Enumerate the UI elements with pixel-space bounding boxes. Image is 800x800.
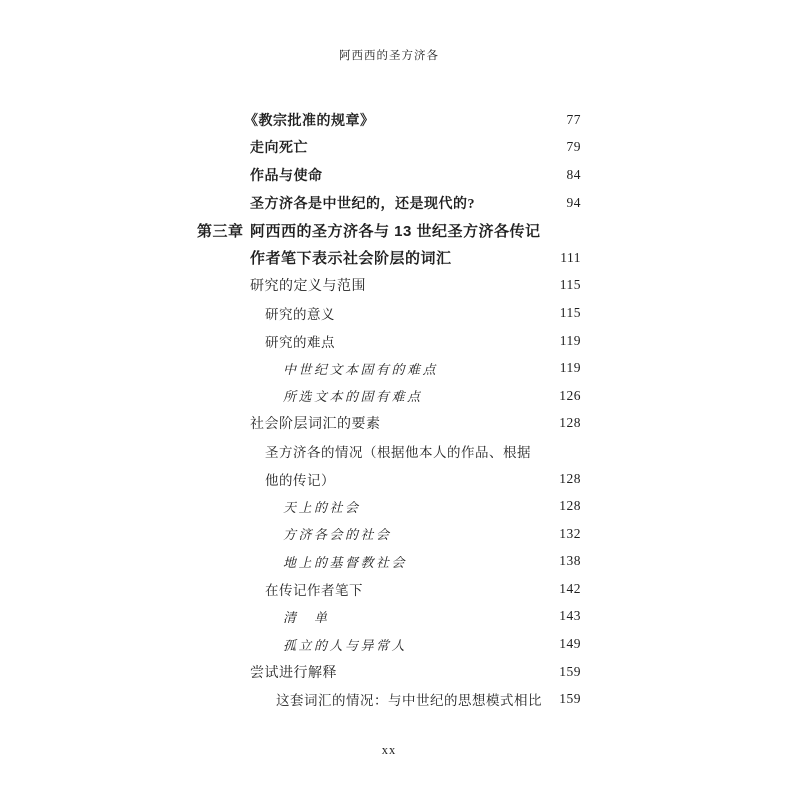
toc-page-number: 142 [559, 580, 581, 596]
toc-page-number: 115 [559, 277, 581, 293]
toc-entry-title: 研究的定义与范围 [250, 279, 366, 295]
toc-entry-row [197, 492, 581, 520]
toc-chapter-row [197, 216, 581, 244]
toc-entry-title: 天上的社会 [283, 499, 361, 515]
toc-page-number: 126 [559, 387, 581, 403]
toc-page-number: 128 [559, 470, 581, 486]
toc-entry-row [197, 658, 581, 686]
toc-entry-title: 所选文本的固有难点 [283, 389, 423, 405]
toc-entry-row [197, 272, 581, 300]
toc-page-number: 132 [559, 525, 581, 541]
toc-entry-title: 他的传记） [265, 472, 335, 488]
toc-page-number: 128 [559, 498, 581, 514]
toc-page-number: 119 [559, 332, 581, 348]
toc-entry-title: 走向死亡 [250, 141, 308, 157]
toc-entry-title: 清 单 [283, 609, 330, 625]
toc-entry-row [197, 437, 581, 465]
toc-entry-row [197, 685, 581, 713]
page-number-footer: xx [381, 743, 397, 757]
toc-list [197, 106, 581, 713]
toc-entry-title: 中世纪文本固有的难点 [283, 361, 439, 377]
toc-page-number: 138 [559, 553, 581, 569]
toc-page-number: 149 [559, 636, 581, 652]
toc-entry-title: 研究的难点 [265, 334, 335, 350]
toc-entry-row [197, 575, 581, 603]
toc-entry-row [197, 299, 581, 327]
toc-page-number: 128 [559, 415, 581, 431]
toc-page-number: 111 [560, 249, 581, 265]
toc-entry-row [197, 548, 581, 576]
toc-entry-title: 研究的意义 [265, 306, 335, 322]
toc-page-number: 119 [559, 360, 581, 376]
toc-entry-row [197, 189, 581, 217]
toc-entry-title: 作者笔下表示社会阶层的词汇 [250, 250, 452, 268]
toc-entry-title: 这套词汇的情况：与中世纪的思想模式相比 [276, 693, 542, 709]
toc-entry-row [197, 161, 581, 189]
toc-entry-row [197, 354, 581, 382]
toc-page-number: 84 [566, 166, 581, 182]
toc-entry-title: 社会阶层词汇的要素 [250, 417, 381, 433]
toc-entry-title: 作品与使命 [250, 168, 323, 184]
page-content [197, 0, 581, 800]
toc-page-number: 159 [559, 663, 581, 679]
toc-entry-title: 尝试进行解释 [250, 665, 337, 681]
toc-entry-row [197, 382, 581, 410]
toc-page-number: 115 [559, 304, 581, 320]
toc-entry-row [197, 410, 581, 438]
toc-entry-title: 在传记作者笔下 [265, 582, 363, 598]
toc-page-number: 159 [559, 691, 581, 707]
toc-entry-row [197, 327, 581, 355]
toc-entry-title: 圣方济各是中世纪的，还是现代的? [250, 196, 475, 212]
toc-entry-row [197, 106, 581, 134]
toc-page-number: 77 [566, 111, 581, 127]
toc-entry-row [197, 465, 581, 493]
toc-entry-title: 阿西西的圣方济各与 13 世纪圣方济各传记 [250, 222, 541, 240]
toc-entry-row [197, 520, 581, 548]
toc-chapter-row [197, 244, 581, 272]
toc-entry-title: 《教宗批准的规章》 [244, 113, 375, 129]
toc-page-number: 143 [559, 608, 581, 624]
toc-entry-title: 圣方济各的情况（根据他本人的作品、根据 [265, 444, 531, 460]
chapter-number-label: 第三章 [197, 222, 244, 240]
toc-entry-title: 方济各会的社会 [283, 527, 392, 543]
toc-page-number: 79 [566, 139, 581, 155]
toc-entry-row [197, 134, 581, 162]
toc-entry-title: 孤立的人与异常人 [283, 637, 408, 653]
toc-page-number: 94 [566, 194, 581, 210]
toc-entry-row [197, 630, 581, 658]
toc-entry-row [197, 603, 581, 631]
running-header-title: 阿西西的圣方济各 [339, 50, 439, 62]
toc-entry-title: 地上的基督教社会 [283, 554, 408, 570]
